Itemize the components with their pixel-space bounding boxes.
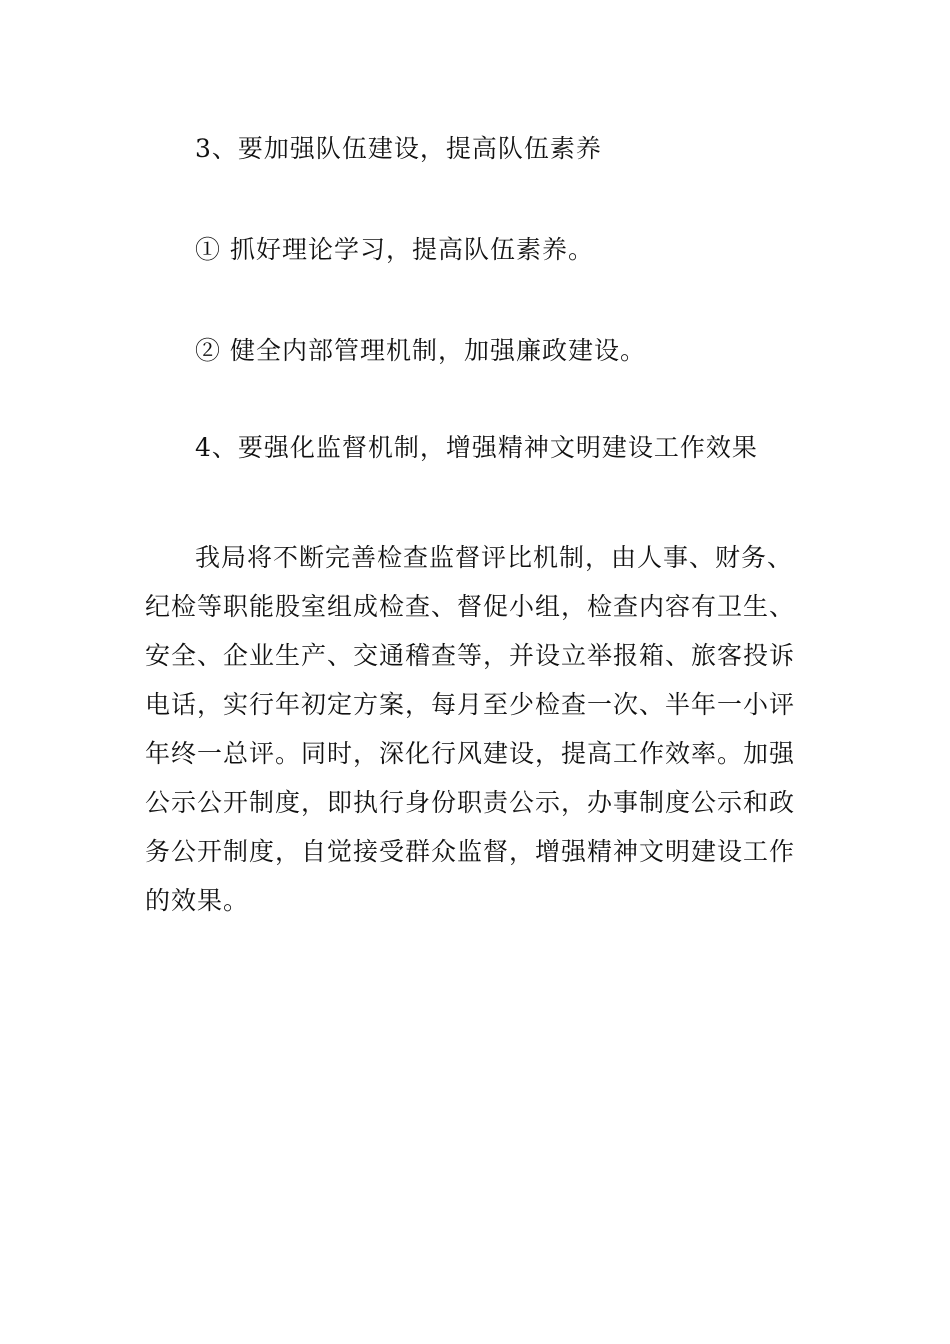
paragraph-line: 安全、企业生产、交通稽查等，并设立举报箱、旅客投诉 xyxy=(145,641,796,670)
body-paragraph xyxy=(145,533,810,925)
paragraph-line: 公示公开制度，即执行身份职责公示，办事制度公示和政 xyxy=(145,788,796,817)
paragraph-line: 纪检等职能股室组成检查、督促小组，检查内容有卫生、 xyxy=(145,592,796,621)
list-item-1: ① 抓好理论学习，提高队伍素养。 xyxy=(195,235,594,264)
list-item-2: ② 健全内部管理机制，加强廉政建设。 xyxy=(195,336,646,365)
paragraph-line: 年终一总评。同时，深化行风建设，提高工作效率。加强 xyxy=(145,739,796,768)
paragraph-line: 电话，实行年初定方案，每月至少检查一次、半年一小评 xyxy=(145,690,796,719)
section-heading-4: 4、要强化监督机制，增强精神文明建设工作效果 xyxy=(195,433,758,462)
section-heading-3: 3、要加强队伍建设，提高队伍素养 xyxy=(195,134,602,163)
paragraph-line: 我局将不断完善检查监督评比机制，由人事、财务、 xyxy=(195,543,794,572)
paragraph-line: 的效果。 xyxy=(145,886,250,915)
paragraph-line: 务公开制度，自觉接受群众监督，增强精神文明建设工作 xyxy=(145,837,796,866)
